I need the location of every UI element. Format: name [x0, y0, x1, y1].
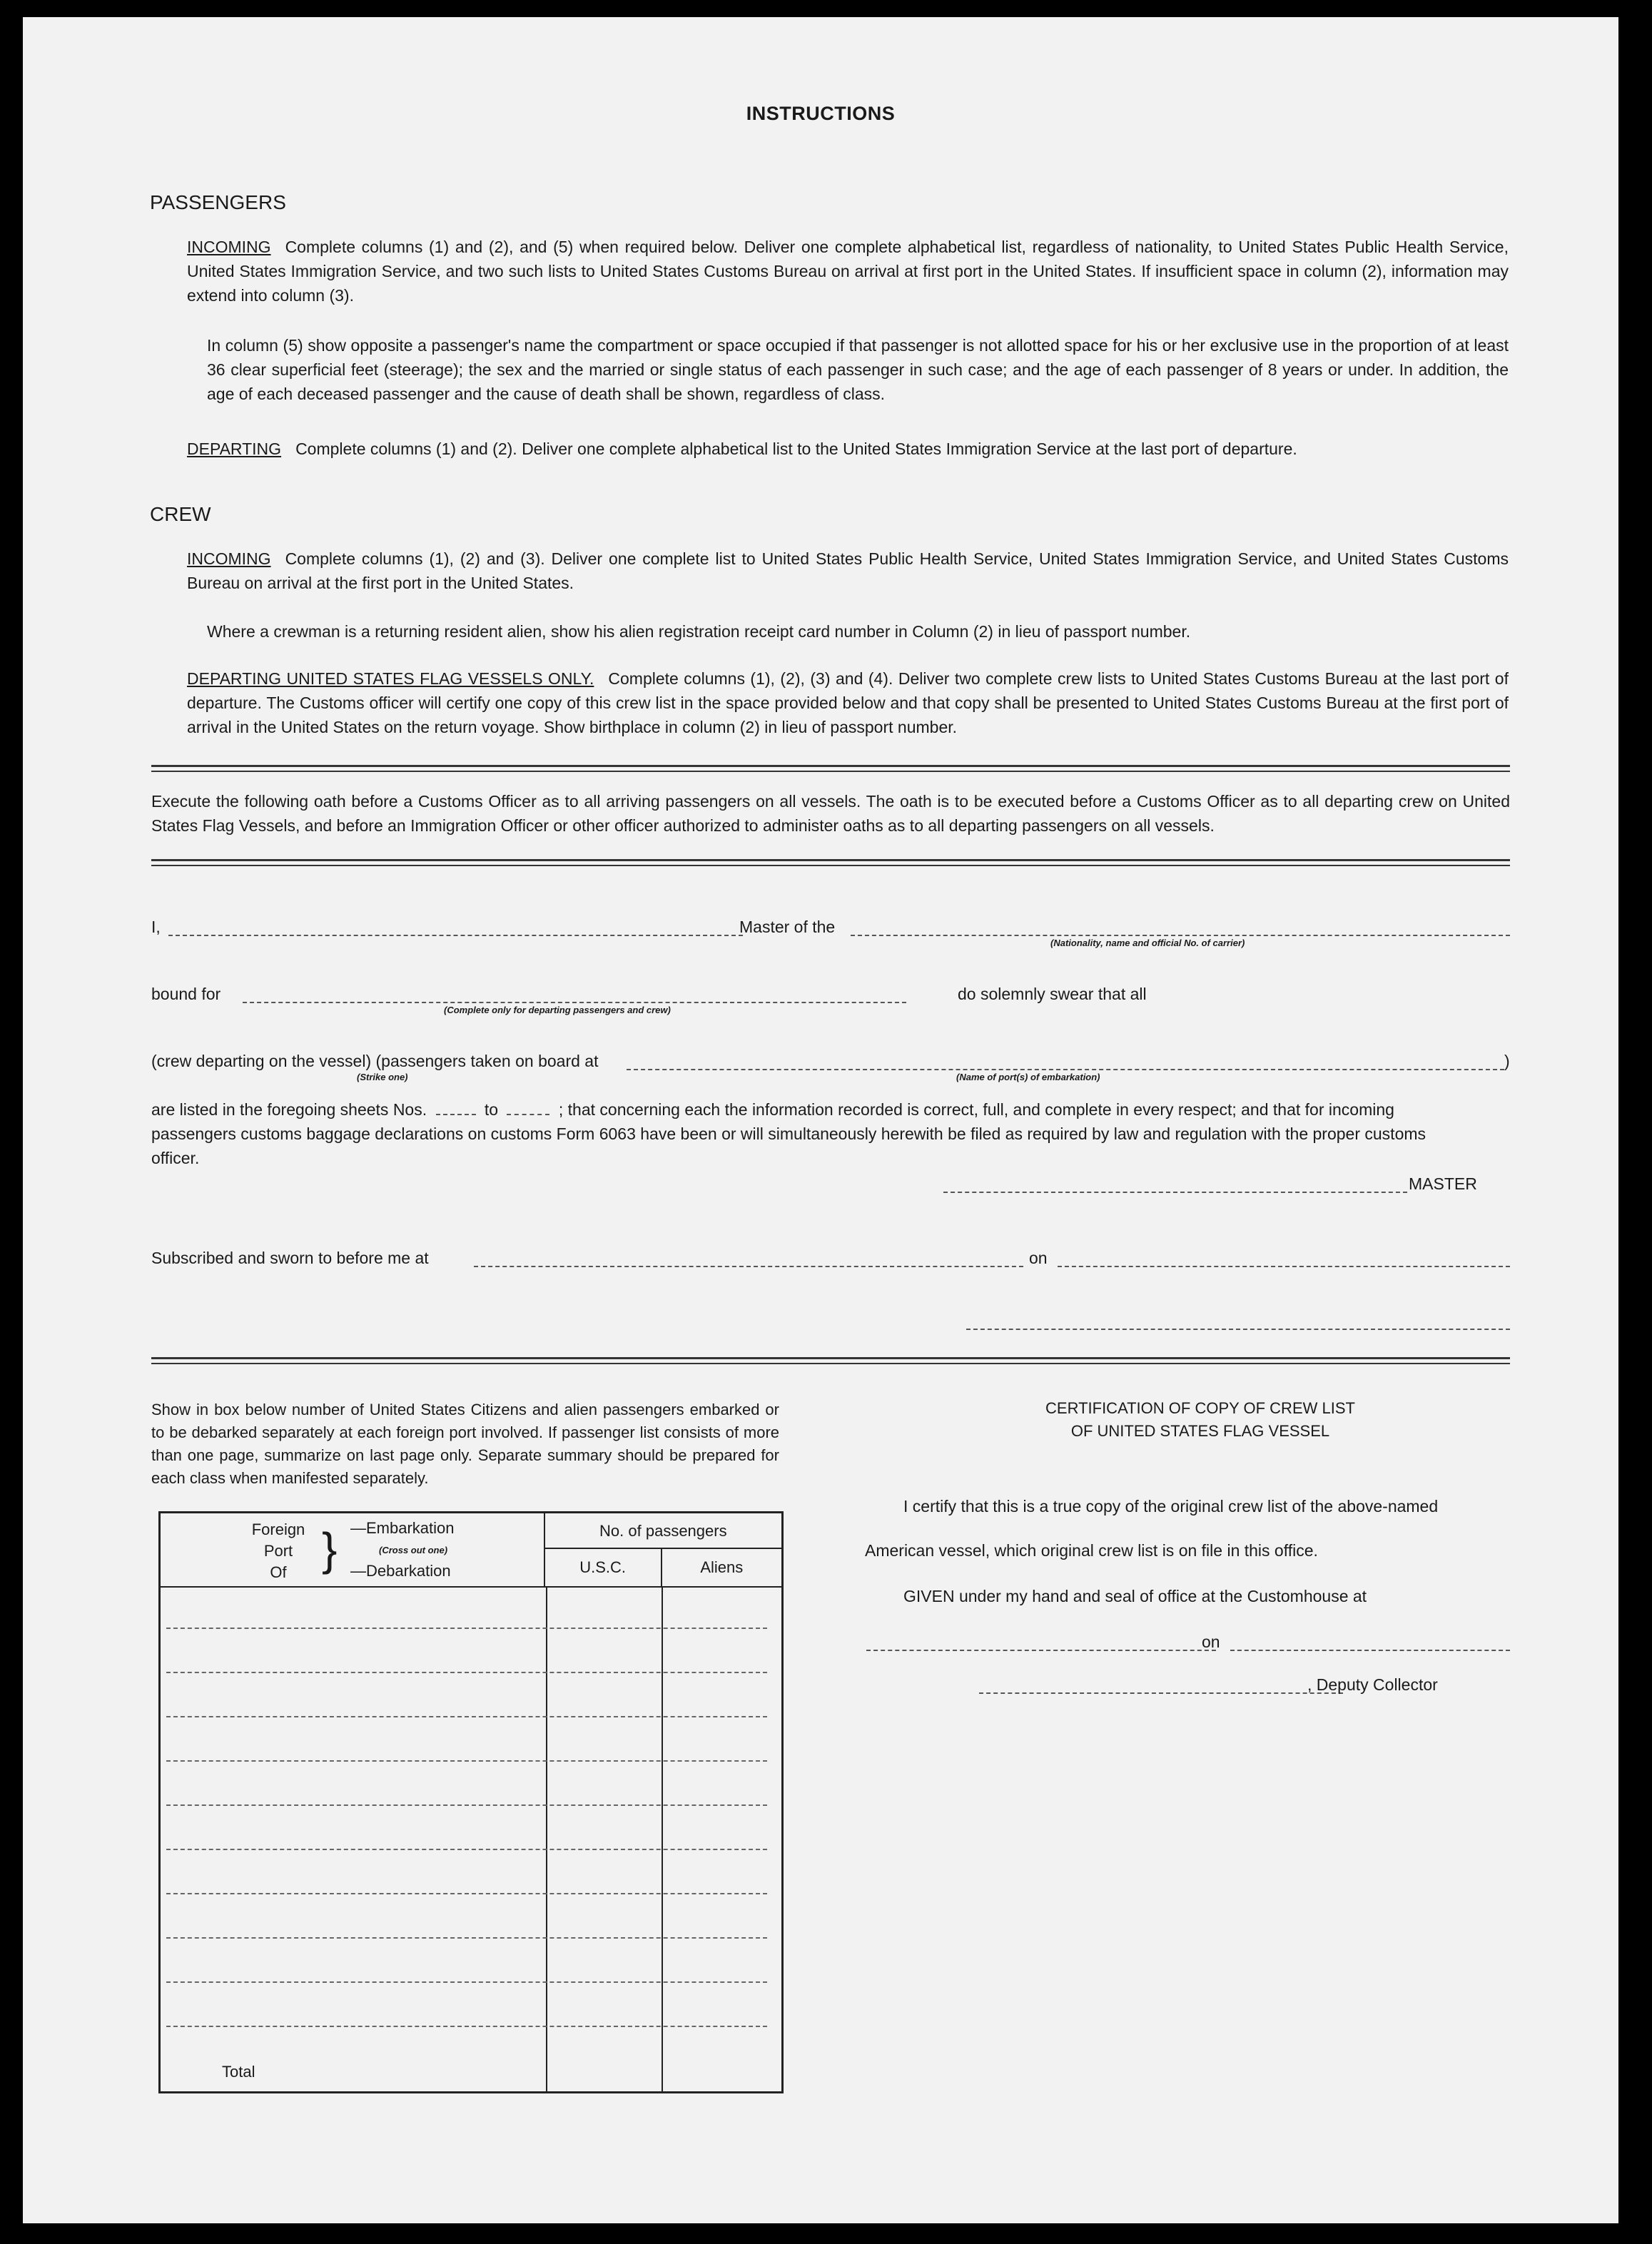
certification-heading-line2: OF UNITED STATES FLAG VESSEL	[1070, 1422, 1330, 1440]
certification-heading	[851, 1397, 1550, 1443]
passengers-incoming-label: INCOMING	[187, 238, 271, 256]
divider	[151, 1357, 1510, 1364]
table-row[interactable]	[166, 1672, 767, 1673]
passengers-incoming-paragraph	[187, 235, 1509, 308]
vessel-field[interactable]	[851, 935, 1510, 936]
divider	[151, 765, 1510, 772]
embarkation-label: —Embarkation	[350, 1519, 455, 1537]
crew-departing-paragraph	[187, 666, 1509, 739]
aliens-header: Aliens	[700, 1558, 744, 1576]
oath-line-3: officer.	[151, 1149, 200, 1167]
no-of-passengers-header	[544, 1513, 783, 1588]
strike-note: (Strike one)	[357, 1072, 408, 1082]
oath-instruction: Execute the following oath before a Customs Officer as to all arriving passengers on all vessels. The oath is to be executed before a Customs Officer as to all departing crew on United States Flag Vessels, and before an Immigration Officer or other officer authorized to administer oaths as to all departing passengers on all vessels.	[151, 792, 1510, 835]
deputy-collector-label: , Deputy Collector	[1307, 1675, 1438, 1694]
certification-heading-line1: CERTIFICATION OF COPY OF CREW LIST	[1045, 1399, 1355, 1417]
passenger-summary-table	[158, 1511, 784, 2093]
bound-for-label: bound for	[151, 985, 221, 1003]
passengers-departing-text: Complete columns (1) and (2). Deliver one complete alphabetical list to the United States Immigration Service at the last port of departure.	[295, 440, 1297, 458]
cross-out-note: (Cross out one)	[379, 1545, 448, 1555]
crew-heading: CREW	[150, 503, 211, 525]
embarkation-ports-field[interactable]	[627, 1069, 1504, 1070]
port-header-cell	[160, 1513, 544, 1588]
passengers-departing-paragraph	[187, 437, 1509, 461]
to-label: to	[484, 1100, 499, 1119]
subscribed-label: Subscribed and sworn to before me at	[151, 1249, 429, 1267]
table-row[interactable]	[166, 1804, 767, 1806]
usc-header: U.S.C.	[545, 1549, 662, 1586]
passengers-departing-label: DEPARTING	[187, 440, 282, 458]
summary-instruction: Show in box below number of United States Citizens and alien passengers embarked or to be debarked separately at each foreign port involved. If passenger list consists of more than one page, summarize on last page only. Separate summary should be prepared for each class when manifested separately.	[151, 1401, 779, 1487]
crew-incoming-paragraph	[187, 547, 1509, 595]
brace: }	[322, 1523, 338, 1575]
master-name-field[interactable]	[168, 935, 743, 936]
crew-alien-paragraph: Where a crewman is a returning resident alien, show his alien registration receipt card number in Column (2) in lieu of passport number.	[207, 622, 1191, 641]
nationality-note: (Nationality, name and official No. of carrier)	[1050, 938, 1245, 948]
foreign-port-of-label	[246, 1519, 310, 1583]
aliens-column-rule	[662, 1588, 663, 2091]
port-label: Port	[263, 1542, 293, 1560]
listed-suffix: ; that concerning each the information recorded is correct, full, and complete in every respect; and that for incoming	[558, 1100, 1394, 1119]
table-row[interactable]	[166, 1893, 767, 1894]
listed-line	[151, 1097, 1394, 1122]
oath-line-2: passengers customs baggage declarations on customs Form 6063 have been or will simultaneously herewith be filed as required by law and regulation with the proper customs	[151, 1124, 1427, 1143]
swear-text: do solemnly swear that all	[958, 985, 1147, 1003]
foreign-label: Foreign	[251, 1520, 305, 1538]
crew-departing-text: Complete columns (1), (2), (3) and (4). Deliver two complete crew lists to United States Customs Bureau at the last port of departure. The Customs officer will certify one copy of this crew list in the space provided below and that copy shall be presented to United States Customs Bureau at the first port of arrival in the United States on the return voyage. Show birthplace in column (2) in lieu of passport number.	[187, 669, 1509, 736]
officer-signature-field[interactable]	[966, 1329, 1510, 1330]
listed-prefix: are listed in the foregoing sheets Nos.	[151, 1100, 427, 1119]
passenger-subheaders	[545, 1549, 781, 1586]
crew-departing-label: DEPARTING UNITED STATES FLAG VESSELS ONLY.	[187, 669, 594, 688]
ports-note: (Name of port(s) of embarkation)	[956, 1072, 1100, 1082]
bound-for-note: (Complete only for departing passengers and crew)	[444, 1005, 671, 1015]
debarkation-label: —Debarkation	[350, 1562, 451, 1580]
summary-body	[160, 1587, 783, 2093]
passengers-incoming-text: Complete columns (1) and (2), and (5) when required below. Deliver one complete alphabetical list, regardless of nationality, to United States Public Health Service, United States Immigration Service, and two such lists to United States Customs Bureau on arrival at first port in the United States. If insufficient space in column (2), information may extend into column (3).	[187, 238, 1509, 305]
master-label: MASTER	[1409, 1174, 1477, 1193]
close-paren: )	[1504, 1052, 1510, 1070]
oath-i-label: I,	[151, 918, 161, 936]
column5-paragraph: In column (5) show opposite a passenger's name the compartment or space occupied if that passenger is not allotted space for his or her exclusive use in the proportion of at least 36 clear superficial feet (steerage); the sex and the married or single status of each passenger in such case; and the age of each passenger of 8 years or under. In addition, the age of each deceased passenger and the cause of death shall be shown, regardless of class.	[207, 336, 1509, 403]
sheet-to-field[interactable]	[507, 1114, 549, 1115]
sworn-place-field[interactable]	[474, 1266, 1023, 1267]
usc-column-rule	[546, 1588, 547, 2091]
total-label: Total	[222, 2063, 255, 2081]
page-title: INSTRUCTIONS	[746, 103, 896, 124]
table-row[interactable]	[166, 1849, 767, 1850]
table-row[interactable]	[166, 1981, 767, 1983]
bound-for-field[interactable]	[243, 1002, 906, 1003]
on-label: on	[1029, 1249, 1048, 1267]
certification-date-field[interactable]	[1230, 1650, 1510, 1651]
table-row[interactable]	[166, 1628, 767, 1629]
sheet-from-field[interactable]	[436, 1114, 476, 1115]
deputy-collector-signature-field[interactable]	[979, 1692, 1343, 1694]
crew-incoming-label: INCOMING	[187, 549, 271, 568]
customhouse-place-field[interactable]	[866, 1650, 1216, 1651]
no-of-passengers-label: No. of passengers	[545, 1513, 781, 1549]
table-row[interactable]	[166, 1937, 767, 1939]
table-row[interactable]	[166, 2026, 767, 2027]
document-page	[23, 17, 1618, 2223]
master-signature-field[interactable]	[943, 1192, 1407, 1193]
table-row[interactable]	[166, 1760, 767, 1762]
table-row[interactable]	[166, 1716, 767, 1717]
sworn-date-field[interactable]	[1058, 1266, 1510, 1267]
crew-departing-oath-text: (crew departing on the vessel) (passengers taken on board at	[151, 1052, 599, 1070]
certification-line1: I certify that this is a true copy of the original crew list of the above-named	[903, 1497, 1439, 1516]
certification-line3: GIVEN under my hand and seal of office at the Customhouse at	[903, 1587, 1367, 1605]
passengers-heading: PASSENGERS	[150, 191, 286, 213]
certification-line2: American vessel, which original crew list is on file in this office.	[865, 1541, 1318, 1560]
certification-on-label: on	[1202, 1633, 1220, 1651]
of-label: Of	[270, 1563, 287, 1581]
master-of-the-label: Master of the	[739, 918, 836, 936]
crew-incoming-text: Complete columns (1), (2) and (3). Deliver one complete list to United States Public Health Service, United States Immigration Service, and United States Customs Bureau on arrival at the first port in the United States.	[187, 549, 1509, 592]
divider	[151, 859, 1510, 866]
